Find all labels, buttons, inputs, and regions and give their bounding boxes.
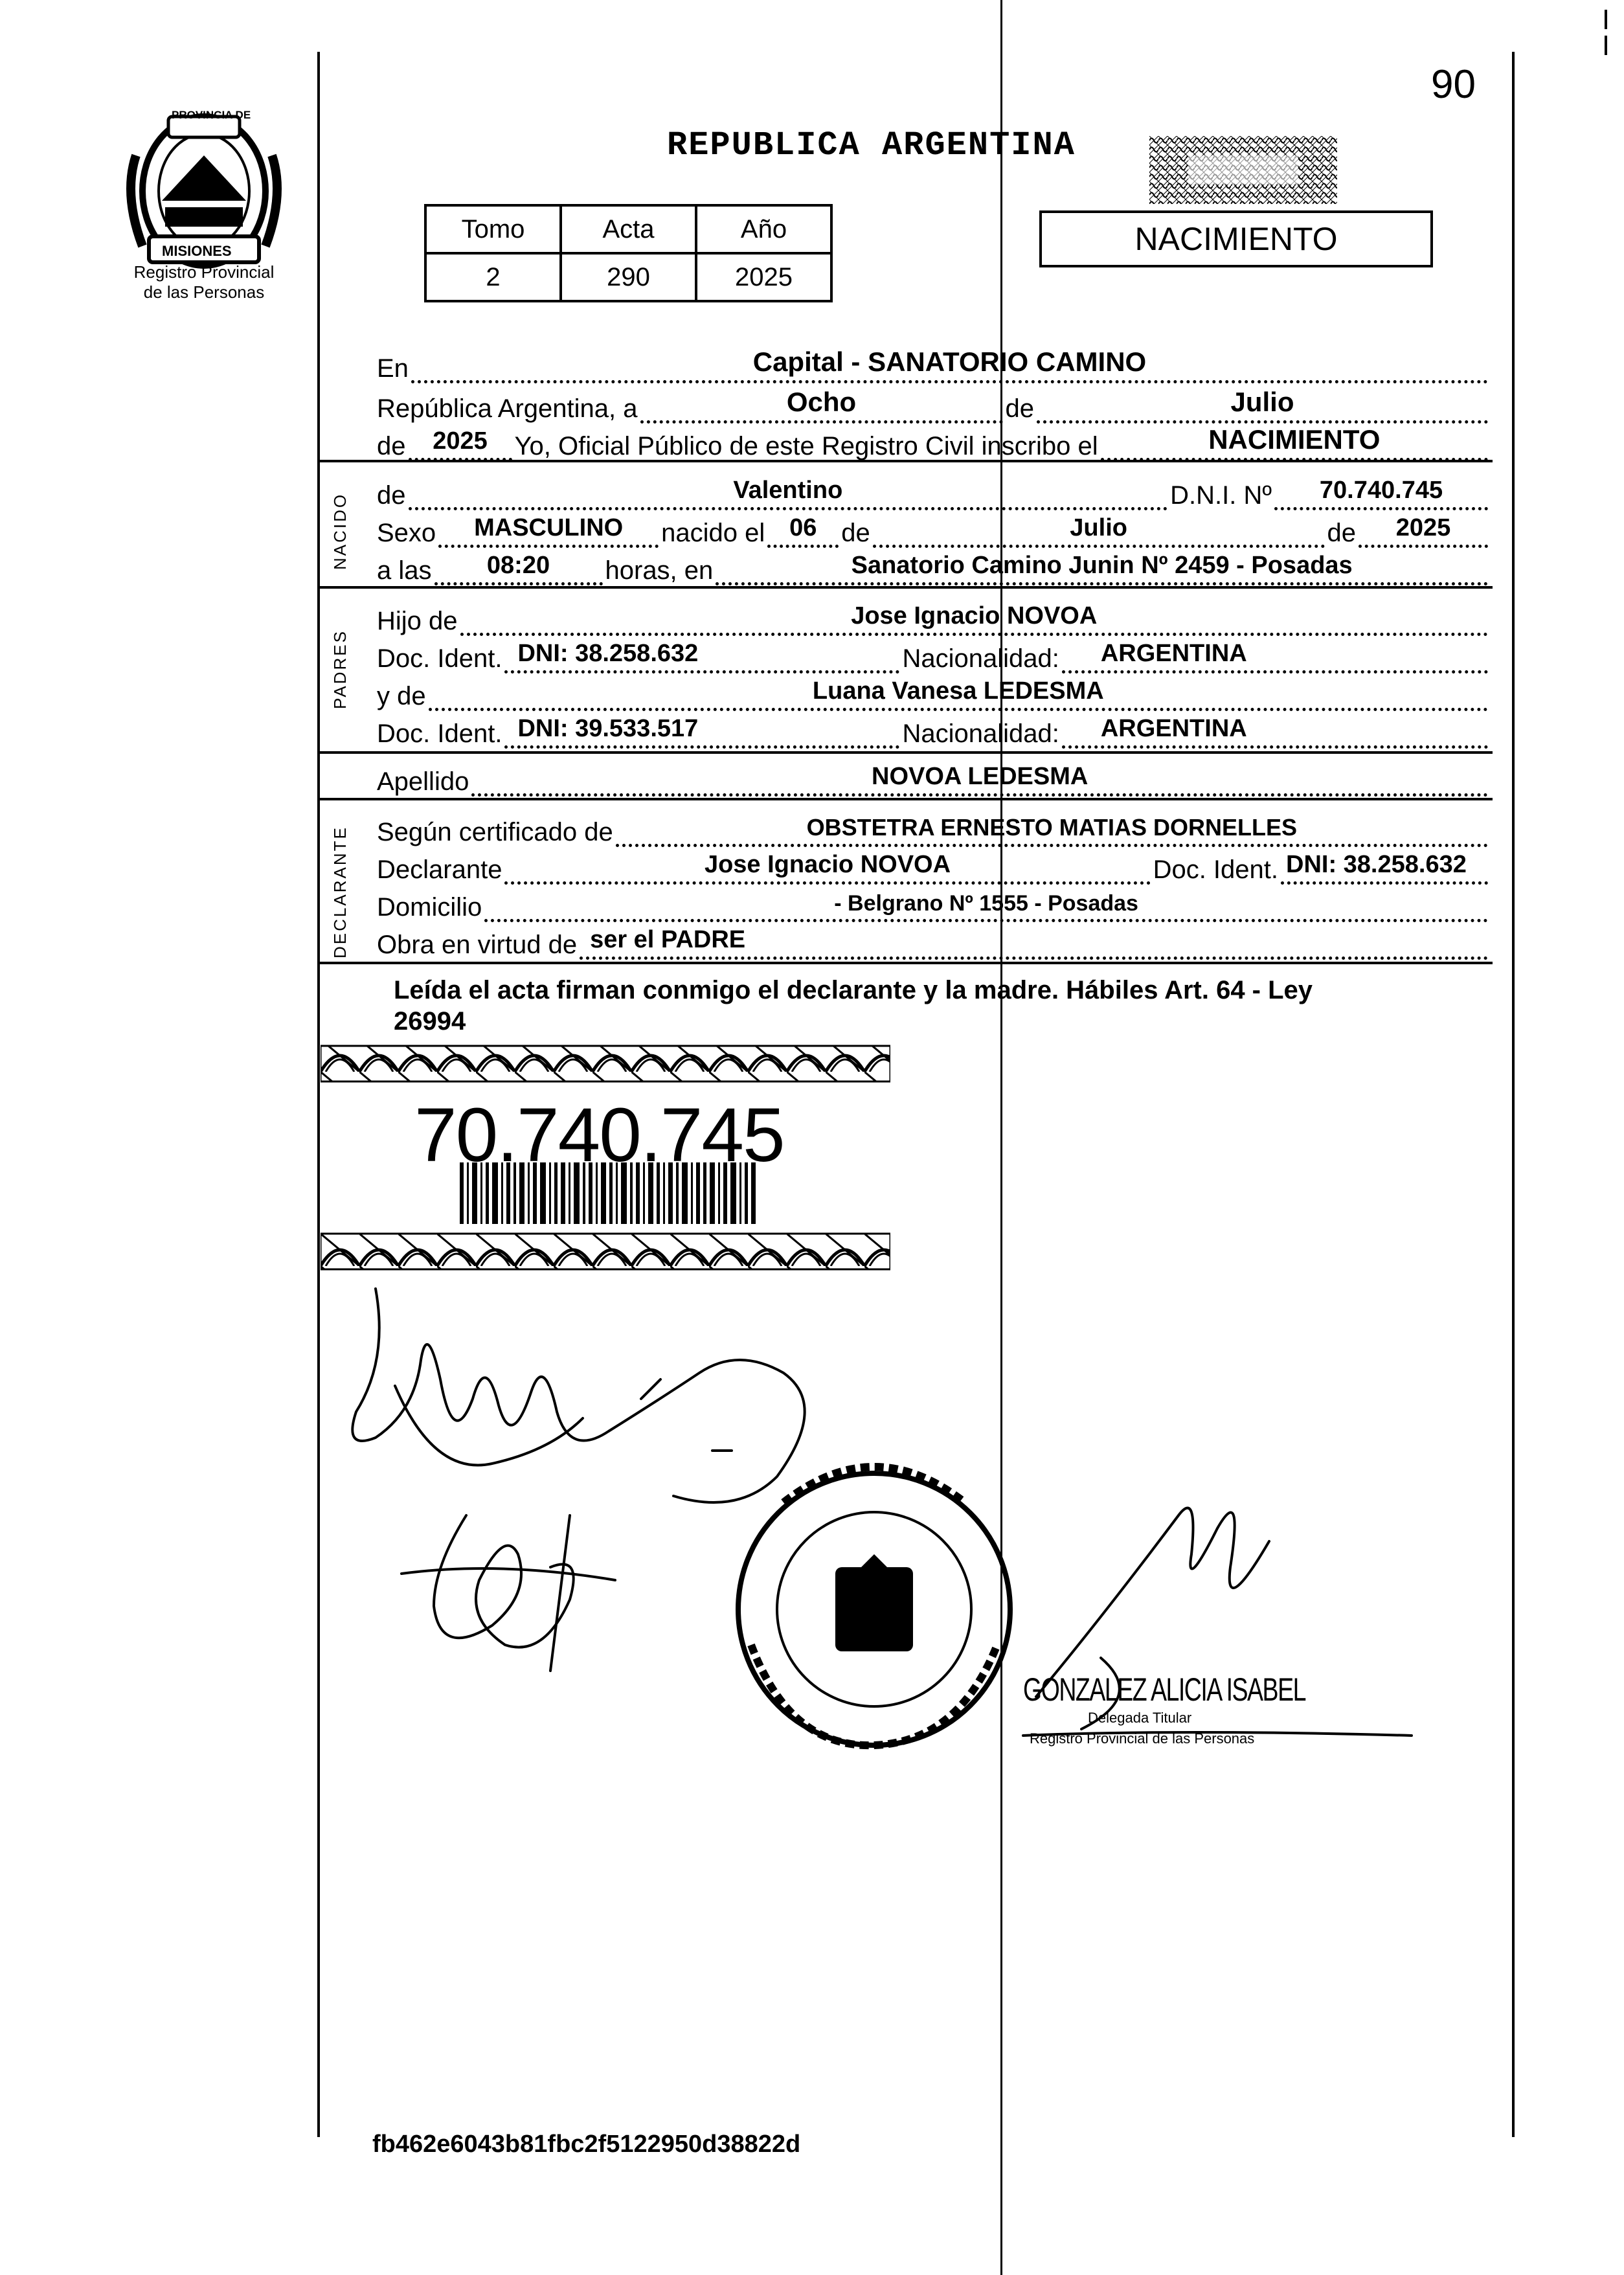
child-name: Valentino [733, 477, 843, 504]
mother-row [377, 677, 1491, 711]
father-doc-row [377, 640, 1491, 673]
father-name: Jose Ignacio NOVOA [851, 602, 1098, 629]
sex-label: Sexo [377, 519, 436, 547]
year-prefix: de [377, 432, 406, 460]
surname-label: Apellido [377, 767, 469, 796]
record-type-box: NACIMIENTO [1039, 210, 1433, 267]
seal-text-bottom: MISIONES [162, 243, 232, 259]
page-number: 90 [1431, 62, 1476, 107]
seal-text-top: PROVINCIA DE [172, 109, 251, 121]
section-divider [317, 798, 1493, 800]
surname-value: NOVOA LEDESMA [872, 763, 1088, 790]
place-label: En [377, 354, 409, 383]
child-name-row [377, 477, 1491, 510]
registry-label: Registro Provincial de las Personas [133, 262, 275, 302]
section-label-nacido: NACIDO [330, 492, 350, 570]
declarant-doc-label: Doc. Ident. [1153, 855, 1278, 884]
address-row [377, 888, 1491, 922]
date-day: Ocho [786, 387, 857, 417]
father-doc-label: Doc. Ident. [377, 644, 502, 673]
date-label: República Argentina, a [377, 394, 638, 423]
section-divider [317, 586, 1493, 589]
left-margin-rule [317, 52, 320, 2137]
certificate-row [377, 813, 1491, 847]
time-row [377, 552, 1491, 585]
mother-label: y de [377, 682, 426, 710]
declarant-signature [352, 1289, 804, 1502]
right-margin-rule [1512, 52, 1515, 2137]
capacity-label: Obra en virtud de [377, 931, 578, 959]
date-de-label: de [1005, 394, 1034, 423]
father-nationality-label: Nacionalidad: [902, 644, 1059, 673]
born-de2: de [1327, 519, 1356, 547]
child-name-label: de [377, 481, 406, 510]
mother-doc-label: Doc. Ident. [377, 719, 502, 748]
official-name: GONZALEZ ALICIA ISABEL [1023, 1671, 1305, 1708]
official-office: Registro Provincial de las Personas [1030, 1730, 1255, 1747]
value-tomo: 2 [425, 253, 561, 301]
sex-row [377, 514, 1491, 548]
header-tomo: Tomo [425, 205, 561, 253]
hours-label: horas, en [605, 556, 714, 585]
statement-row [377, 424, 1491, 461]
birth-time: 08:20 [486, 552, 550, 579]
birth-month: Julio [1070, 514, 1127, 541]
place-value: Capital - SANATORIO CAMINO [752, 346, 1147, 377]
official-role: Delegada Titular [1088, 1710, 1192, 1726]
declarant-name: Jose Ignacio NOVOA [704, 851, 951, 878]
born-label: nacido el [661, 519, 765, 547]
time-label: a las [377, 556, 432, 585]
security-pattern [1149, 136, 1337, 204]
section-divider [317, 751, 1493, 754]
barcode-number: 70.740.745 [414, 1092, 784, 1178]
child-sex: MASCULINO [474, 514, 624, 541]
date-row [377, 387, 1491, 424]
value-acta: 290 [561, 253, 696, 301]
fold-crease-line [1000, 0, 1002, 2275]
mother-name: Luana Vanesa LEDESMA [812, 677, 1104, 705]
father-row [377, 602, 1491, 636]
born-de1: de [841, 519, 870, 547]
document-hash: fb462e6043b81fbc2f5122950d38822d [372, 2131, 801, 2158]
certificate-label: Según certificado de [377, 818, 613, 846]
child-dni: 70.740.745 [1319, 477, 1443, 504]
birth-day: 06 [789, 514, 817, 541]
capacity-row [377, 926, 1491, 960]
date-month: Julio [1230, 387, 1294, 417]
father-label: Hijo de [377, 607, 458, 635]
mother-nationality: ARGENTINA [1100, 715, 1247, 742]
mother-doc-row [377, 715, 1491, 749]
section-divider [317, 962, 1493, 964]
address-label: Domicilio [377, 893, 482, 922]
header-acta: Acta [561, 205, 696, 253]
date-year: 2025 [433, 427, 488, 455]
statement-text: Yo, Oficial Público de este Registro Civil inscribo el [514, 432, 1098, 460]
child-dni-label: D.N.I. Nº [1170, 481, 1272, 510]
birth-place: Sanatorio Camino Junin Nº 2459 - Posadas [851, 552, 1353, 579]
birth-year: 2025 [1395, 514, 1451, 541]
document-title: REPUBLICA ARGENTINA [667, 126, 1076, 164]
value-anio: 2025 [696, 253, 831, 301]
place-row [377, 346, 1491, 383]
official-stamp [738, 1467, 1010, 1745]
declarant-doc: DNI: 38.258.632 [1286, 851, 1467, 878]
mother-doc: DNI: 39.533.517 [517, 715, 699, 742]
mother-signature [401, 1515, 615, 1671]
father-doc: DNI: 38.258.632 [517, 640, 699, 667]
address-value: - Belgrano Nº 1555 - Posadas [834, 891, 1138, 916]
act-type: NACIMIENTO [1208, 424, 1381, 455]
record-table [424, 204, 833, 302]
section-label-padres: PADRES [330, 629, 350, 709]
section-label-declarante: DECLARANTE [330, 826, 350, 958]
legal-note: Leída el acta firman conmigo el declarante y la madre. Hábiles Art. 64 - Ley 26994 [394, 976, 1313, 1036]
edge-mark [1605, 36, 1607, 55]
surname-row [377, 763, 1491, 797]
header-anio: Año [696, 205, 831, 253]
declarant-row [377, 851, 1491, 885]
declarant-label: Declarante [377, 855, 502, 884]
signatures-area [337, 1282, 1450, 1826]
father-nationality: ARGENTINA [1100, 640, 1247, 667]
edge-mark [1605, 10, 1607, 29]
certificate-value: OBSTETRA ERNESTO MATIAS DORNELLES [806, 814, 1298, 841]
mother-nationality-label: Nacionalidad: [902, 719, 1059, 748]
capacity-value: ser el PADRE [590, 926, 746, 953]
